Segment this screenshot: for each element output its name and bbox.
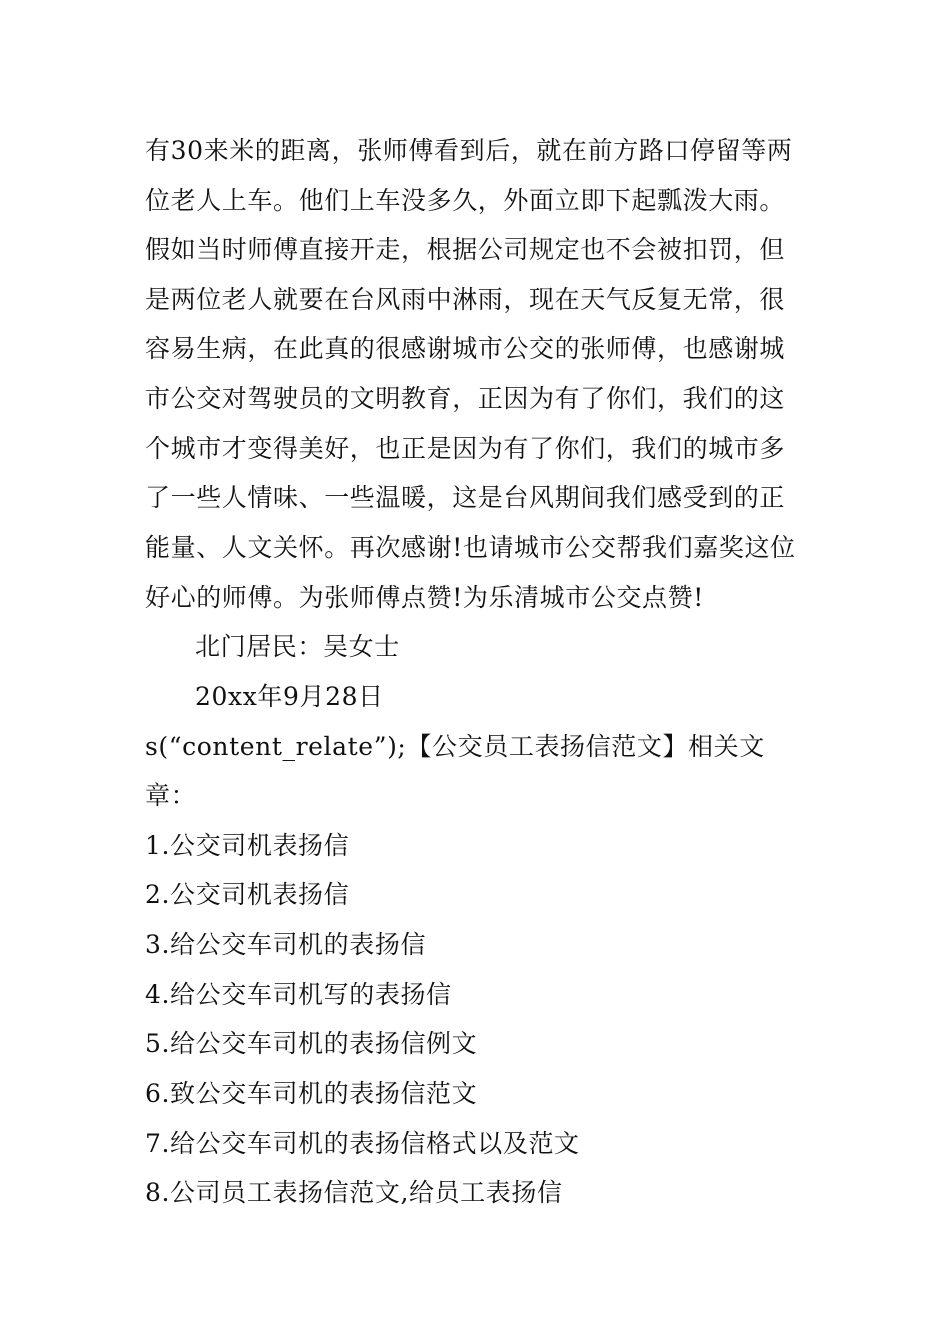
body-line: 假如当时师傅直接开走，根据公司规定也不会被扣罚，但: [145, 235, 786, 264]
body-line: 容易生病，在此真的很感谢城市公交的张师傅，也感谢城: [145, 334, 786, 363]
body-line: 能量、人文关怀。再次感谢!也请城市公交帮我们嘉奖这位: [145, 533, 796, 562]
body-line: 有30来米的距离，张师傅看到后，就在前方路口停留等两: [145, 136, 793, 165]
signature-author: 北门居民：吴女士: [195, 632, 400, 661]
related-article-link[interactable]: 6.致公交车司机的表扬信范文: [145, 1079, 478, 1108]
body-line: 好心的师傅。为张师傅点赞!为乐清城市公交点赞!: [145, 583, 704, 612]
related-article-link[interactable]: 5.给公交车司机的表扬信例文: [145, 1029, 478, 1058]
related-article-link[interactable]: 1.公交司机表扬信: [145, 831, 350, 860]
related-article-link[interactable]: 4.给公交车司机写的表扬信: [145, 980, 452, 1009]
related-heading: s(“content_relate”);【公交员工表扬信范文】相关文: [145, 732, 765, 761]
related-article-link[interactable]: 3.给公交车司机的表扬信: [145, 930, 427, 959]
body-line: 市公交对驾驶员的文明教育，正因为有了你们，我们的这: [145, 384, 786, 413]
body-line: 位老人上车。他们上车没多久，外面立即下起瓢泼大雨。: [145, 186, 786, 215]
related-article-link[interactable]: 2.公交司机表扬信: [145, 880, 350, 909]
related-article-link[interactable]: 8.公司员工表扬信范文,给员工表扬信: [145, 1178, 563, 1207]
signature-date: 20xx年9月28日: [195, 682, 384, 711]
body-line: 是两位老人就要在台风雨中淋雨，现在天气反复无常，很: [145, 285, 786, 314]
related-article-link[interactable]: 7.给公交车司机的表扬信格式以及范文: [145, 1129, 580, 1158]
related-heading-continued: 章：: [145, 781, 197, 810]
body-line: 了一些人情味、一些温暖，这是台风期间我们感受到的正: [145, 483, 786, 512]
body-line: 个城市才变得美好，也正是因为有了你们，我们的城市多: [145, 434, 786, 463]
